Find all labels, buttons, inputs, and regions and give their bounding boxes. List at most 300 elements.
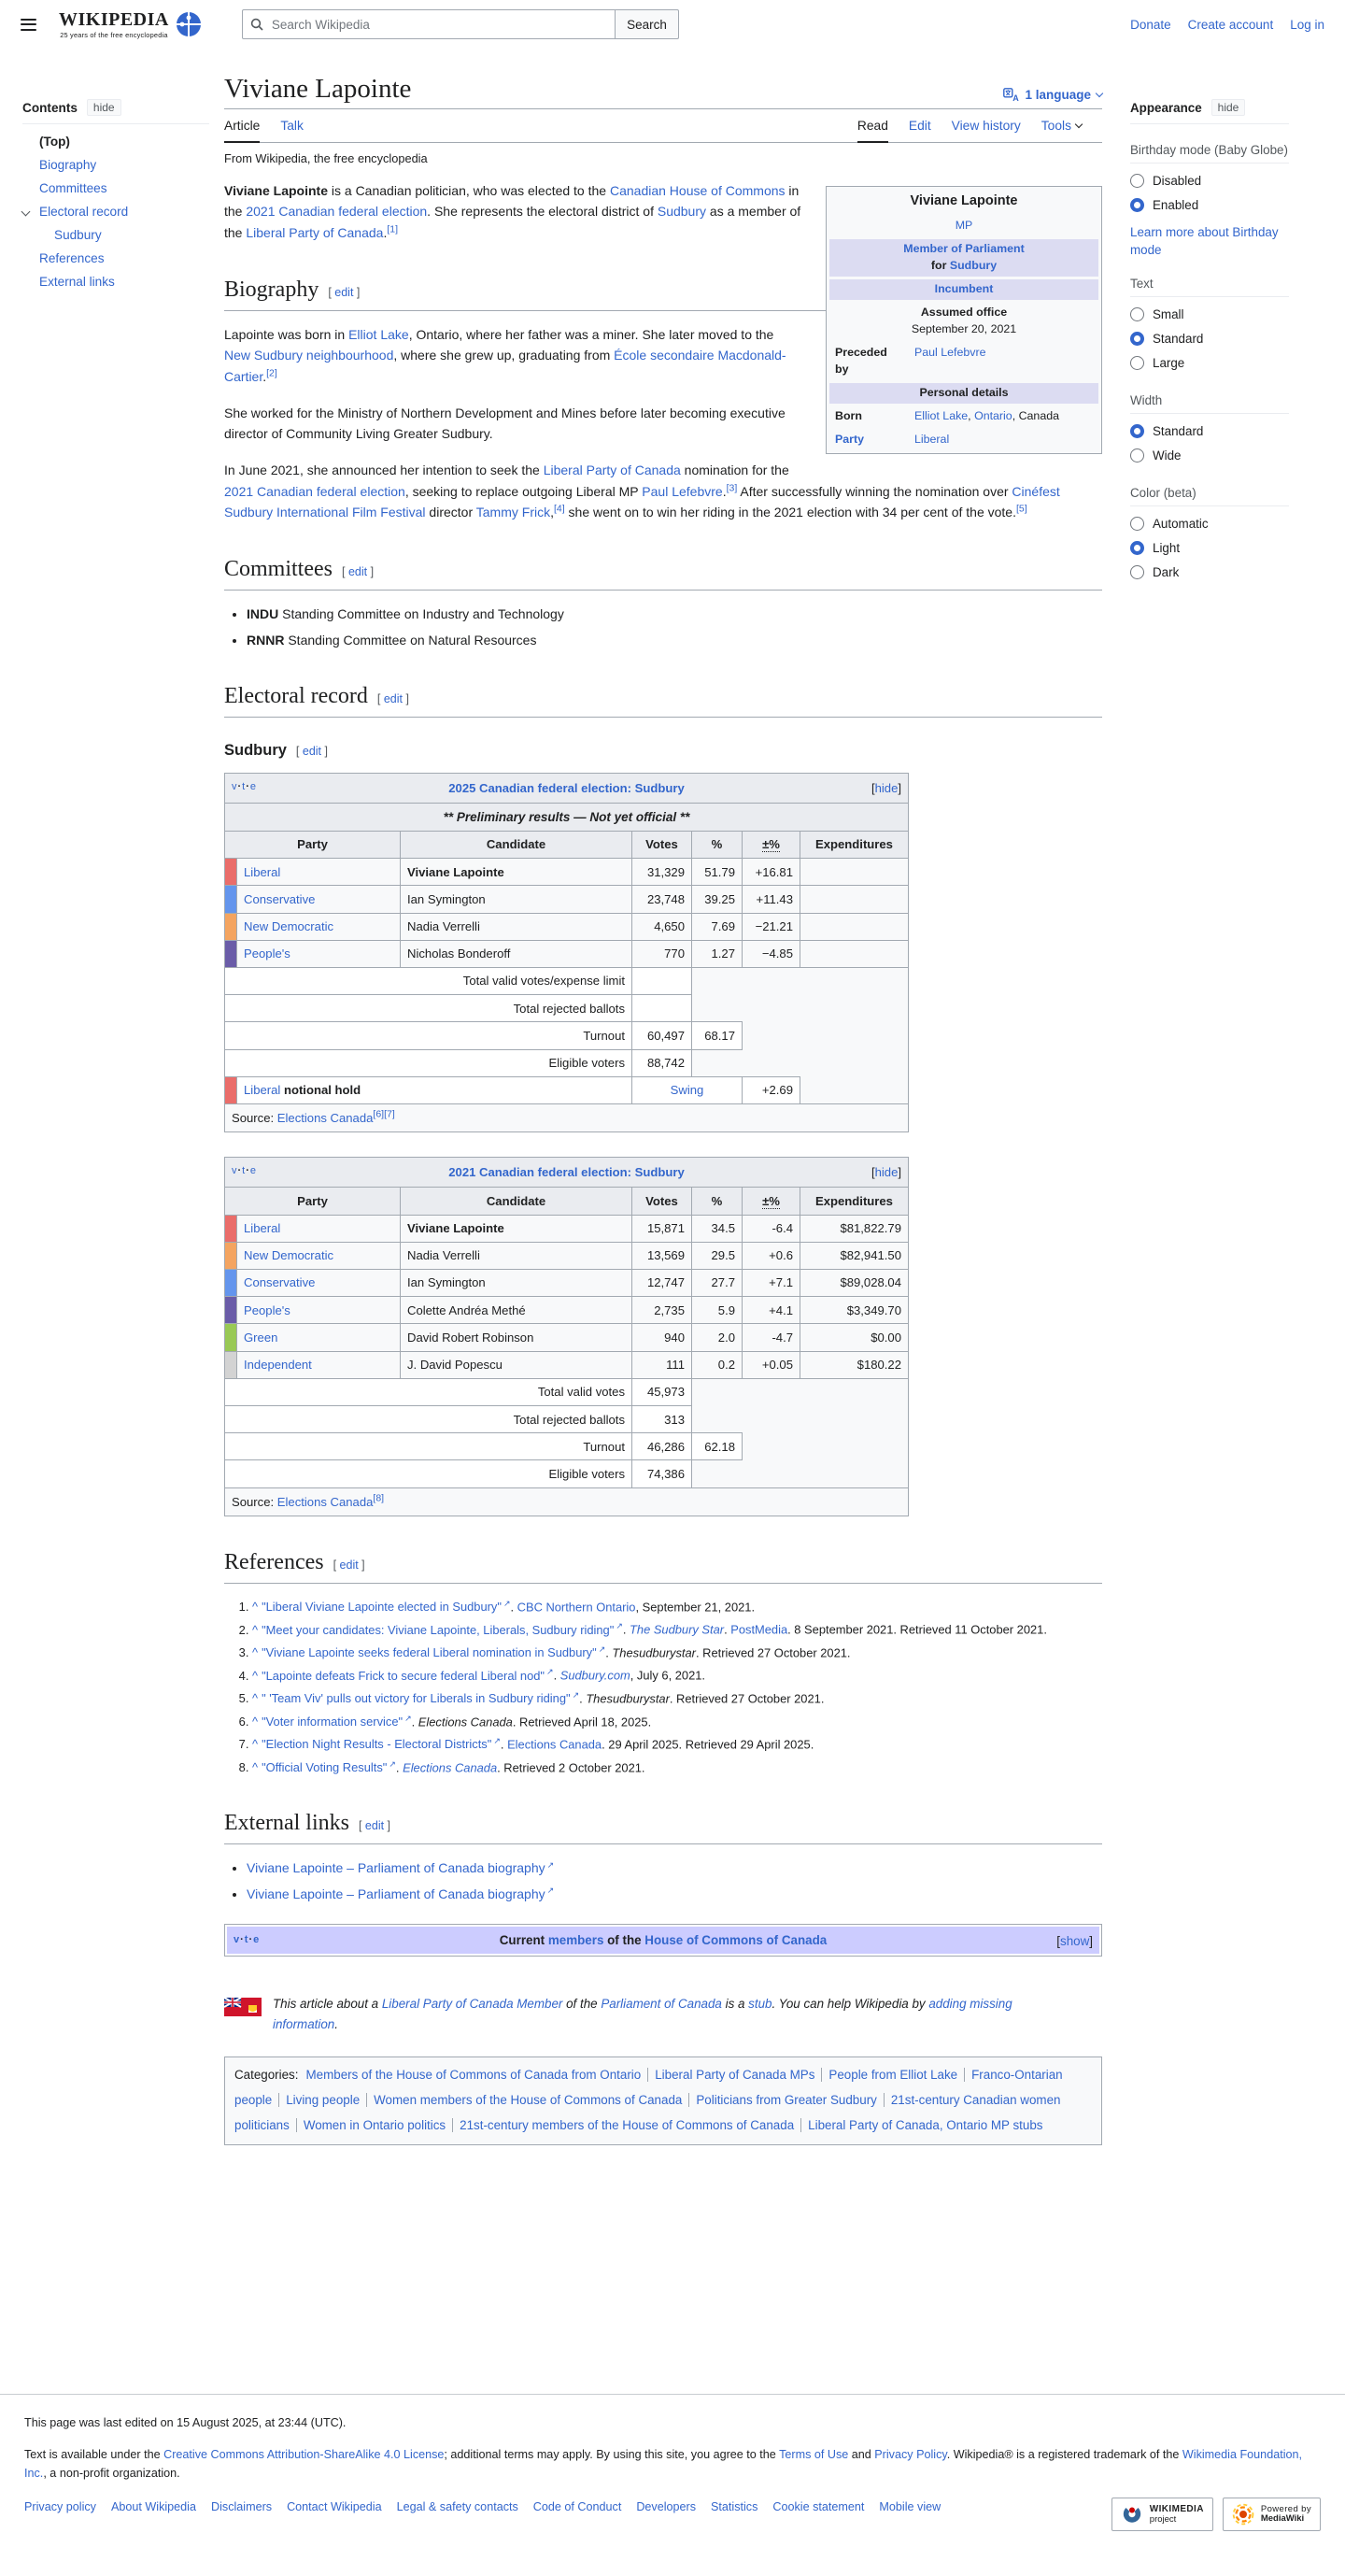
category-link[interactable]: 21st-century Canadian women politicians (234, 2092, 1061, 2132)
category-separator (688, 2093, 689, 2107)
external-link[interactable]: "Official Voting Results" ↗ (262, 1758, 396, 1775)
percent-cell: 5.9 (692, 1297, 743, 1324)
sidebar-item-references[interactable] (22, 247, 209, 270)
percent-cell: 27.7 (692, 1269, 743, 1296)
expenditures-cell: $180.22 (800, 1351, 909, 1378)
page-grid (0, 49, 1345, 2319)
infobox-honorific-link[interactable]: MP (955, 218, 973, 232)
edit-link[interactable]: edit (334, 285, 354, 299)
navbox-show-link[interactable]: show (1060, 1933, 1090, 1948)
percent-cell: 29.5 (692, 1242, 743, 1269)
infobox-name: Viviane Lapointe (910, 192, 1018, 208)
column-header-votes: Votes (632, 831, 692, 858)
footer-link-statistics[interactable]: Statistics (711, 2500, 758, 2514)
change-cell: +16.81 (743, 859, 800, 886)
table-filler (692, 1406, 909, 1433)
radio-unchecked-icon[interactable] (1130, 565, 1144, 579)
hold-label (237, 1076, 632, 1103)
table-filler (743, 1433, 909, 1460)
footer-link-disclaimers[interactable]: Disclaimers (211, 2500, 273, 2514)
radio-option-standard[interactable] (1130, 424, 1326, 438)
footer-link-contact-wikipedia[interactable]: Contact Wikipedia (287, 2500, 382, 2514)
sidebar-item-top[interactable] (22, 130, 209, 153)
site-subtitle: From Wikipedia, the free encyclopedia (224, 150, 428, 165)
edit-link[interactable]: edit (339, 1558, 359, 1572)
candidate-cell: Nadia Verrelli (401, 913, 632, 940)
table-filler (692, 995, 909, 1022)
appearance-group-label-text: Text (1130, 263, 1289, 297)
external-link[interactable]: " 'Team Viv' pulls out victory for Liberals in Sudbury riding" ↗ (262, 1690, 580, 1706)
radio-option-large[interactable] (1130, 356, 1326, 370)
table-title-cell (225, 773, 909, 803)
biography-paragraph-1: Lapointe was born in Elliot Lake, Ontario, where her father was a miner. She later moved to the New Sudbury neighbourhood, where she grew up, graduating from École secondaire Macdonald-Cartier.[2] (224, 326, 786, 385)
expenditures-cell: $3,349.70 (800, 1297, 909, 1324)
source-row (225, 1487, 909, 1516)
wiki-link[interactable]: Creative Commons Attribution-ShareAlike 4.0 License (163, 2448, 445, 2462)
search-button[interactable]: Search (616, 9, 679, 39)
radio-option-disabled[interactable] (1130, 174, 1326, 188)
party-color-swatch (225, 1297, 237, 1324)
party-link[interactable]: People's (244, 1302, 290, 1317)
column-header-party: Party (225, 1188, 401, 1215)
wiki-link[interactable]: Liberal Party of Canada Member (381, 1997, 563, 2012)
candidate-cell: Nadia Verrelli (401, 1242, 632, 1269)
expenditures-cell (800, 913, 909, 940)
tab-edit[interactable] (909, 109, 931, 142)
hide-link[interactable]: hide (874, 780, 899, 795)
vte-link-e[interactable]: e (253, 1933, 260, 1945)
external-link[interactable]: "Lapointe defeats Frick to secure federal Liberal nod" ↗ (262, 1667, 554, 1683)
translate-icon (1003, 88, 1019, 102)
external-link[interactable]: "Voter information service" ↗ (262, 1713, 412, 1729)
hold-text: notional hold (283, 1083, 361, 1098)
edit-link[interactable]: edit (364, 1819, 385, 1833)
external-link[interactable]: "Election Night Results - Electoral Districts" ↗ (262, 1736, 501, 1752)
edit-link[interactable]: edit (302, 745, 322, 759)
party-link[interactable]: People's (244, 946, 290, 961)
chevron-down-icon (1096, 90, 1103, 97)
wiki-link[interactable]: Cinéfest Sudbury International Film Festival (224, 483, 1060, 520)
wikimedia-badge[interactable] (1111, 2498, 1213, 2531)
vte-link-v[interactable]: v (232, 1165, 237, 1177)
backlink-caret[interactable]: ^ (252, 1691, 259, 1706)
footer-link-about-wikipedia[interactable]: About Wikipedia (110, 2500, 196, 2514)
table-filler (743, 1022, 909, 1049)
category-link[interactable]: People from Elliot Lake (828, 2068, 958, 2083)
tab-read[interactable] (857, 109, 888, 142)
column-header-row (225, 1188, 909, 1215)
external-link[interactable]: Viviane Lapointe – Parliament of Canada biography ↗ (247, 1859, 555, 1876)
category-separator (278, 2093, 279, 2107)
list-item: 4. ^ "Lapointe defeats Frick to secure federal Liberal nod" ↗. Sudbury.com, July 6, 2021. (252, 1665, 1102, 1686)
heading-electoral-record: Electoral record [ edit ] (224, 678, 1102, 718)
radio-checked-icon[interactable] (1130, 424, 1144, 438)
reference-marker (387, 223, 398, 235)
wiki-link[interactable]: 2021 Canadian federal election (246, 204, 428, 220)
infobox-office: Member of Parliament for Sudbury (829, 239, 1098, 277)
swing-link[interactable]: Swing (670, 1083, 704, 1098)
bold-text: RNNR (247, 632, 285, 648)
votes-cell: 13,569 (632, 1242, 692, 1269)
party-link[interactable]: Liberal (244, 1083, 281, 1098)
category-link[interactable]: Politicians from Greater Sudbury (696, 2092, 877, 2107)
radio-unchecked-icon[interactable] (1130, 174, 1144, 188)
radio-option-automatic[interactable] (1130, 517, 1326, 531)
heading-sudbury: Sudbury [ edit ] (224, 742, 328, 760)
infobox-preceded-label: Preceded by (835, 345, 887, 376)
vte-separator: · (246, 1165, 249, 1177)
infobox-born-value: Elliot Lake, Ontario, Canada (914, 408, 1059, 422)
reference-marker (266, 367, 277, 378)
category-link[interactable]: Women in Ontario politics (303, 2117, 446, 2132)
backlink-caret[interactable]: ^ (252, 1668, 259, 1683)
footer-link-code-of-conduct[interactable]: Code of Conduct (532, 2500, 622, 2514)
external-link-icon: ↗ (503, 1598, 511, 1608)
wiki-link[interactable]: Elections Canada (507, 1737, 602, 1752)
wiki-link[interactable]: PostMedia (730, 1622, 788, 1637)
radio-label: Standard (1153, 423, 1204, 438)
wiki-link[interactable]: Canadian House of Commons (609, 182, 786, 198)
footer-link-cookie-statement[interactable]: Cookie statement (772, 2500, 865, 2514)
wiki-link[interactable]: New Sudbury neighbourhood (224, 348, 394, 363)
party-link[interactable]: Liberal (244, 864, 281, 879)
sidebar-item-label: Biography (39, 158, 97, 172)
election-title-link[interactable]: 2025 Canadian federal election: Sudbury (448, 780, 685, 795)
top-header (0, 0, 1345, 49)
sidebar-item-committees[interactable] (22, 177, 209, 200)
infobox-party-link[interactable]: Liberal (914, 432, 950, 446)
radio-label: Standard (1153, 331, 1204, 346)
source-cell: Source: Elections Canada[8] (225, 1487, 909, 1516)
wiki-link[interactable]: The Sudbury Star (630, 1622, 725, 1637)
contents-hide-button[interactable]: hide (87, 99, 121, 116)
search-input[interactable] (270, 17, 607, 33)
votes-cell: 15,871 (632, 1215, 692, 1242)
candidate-row (225, 1297, 909, 1324)
category-link[interactable]: Living people (286, 2092, 361, 2107)
party-color-swatch (225, 1076, 237, 1103)
chevron-expand-icon[interactable] (21, 207, 31, 217)
references-list (224, 1597, 1102, 1778)
reference-link[interactable]: [8] (373, 1492, 385, 1504)
vte-link-e[interactable]: e (249, 780, 257, 792)
totals-percent: 68.17 (692, 1022, 743, 1049)
candidate-row (225, 1324, 909, 1351)
wiki-link[interactable]: Tammy Frick (475, 505, 551, 520)
totals-label: Total rejected ballots (225, 1406, 632, 1433)
committees-list (247, 604, 1102, 650)
vte-link-e[interactable]: e (249, 1165, 257, 1177)
category-link[interactable]: 21st-century members of the House of Commons of Canada (460, 2117, 795, 2132)
category-separator (366, 2093, 367, 2107)
totals-label: Eligible voters (225, 1460, 632, 1487)
totals-row (225, 1049, 909, 1076)
vte-link-t[interactable]: t (242, 1165, 246, 1177)
heading-committees: Committees [ edit ] (224, 551, 1102, 591)
intro-paragraph: Viviane Lapointe is a Canadian politician, who was elected to the Canadian House of Commons in the 2021 Canadian federal election. She represents the electoral district of Sudbury as a member of the Liberal Party of Canada.[1] (224, 182, 801, 241)
stub-notice (224, 1994, 1065, 2034)
navbox-title: Current members of the House of Commons of Canada (499, 1932, 828, 1947)
appearance-learn-more-link[interactable]: Learn more about Birthday mode (1130, 225, 1279, 258)
candidate-cell: J. David Popescu (401, 1351, 632, 1378)
wiki-link[interactable]: Privacy Policy (874, 2448, 947, 2462)
wiki-link[interactable]: Sudbury (657, 204, 707, 220)
edit-link[interactable]: edit (347, 565, 368, 579)
wiki-link[interactable]: House of Commons of Canada (644, 1932, 828, 1947)
party-link[interactable]: New Democratic (244, 1248, 334, 1263)
totals-row (225, 1460, 909, 1487)
navbox-house-of-commons: v·t·e Current members of the House of Commons of Canada [show] (224, 1924, 1102, 1957)
infobox-born-label: Born (835, 408, 862, 422)
wiki-link[interactable]: adding missing information (273, 1997, 1012, 2031)
wiki-link[interactable]: Member of Parliament (903, 241, 1025, 255)
change-cell: −4.85 (743, 940, 800, 967)
party-color-swatch (225, 859, 237, 886)
radio-option-light[interactable] (1130, 541, 1326, 555)
party-link[interactable]: Conservative (244, 891, 316, 906)
wiki-link[interactable]: École secondaire Macdonald-Cartier (224, 348, 786, 385)
tab-talk[interactable] (280, 109, 304, 142)
footer-link-legal-safety-contacts[interactable]: Legal & safety contacts (396, 2500, 518, 2514)
radio-label: Dark (1153, 564, 1180, 579)
radio-option-dark[interactable] (1130, 565, 1326, 579)
external-link-icon: ↗ (598, 1644, 606, 1654)
heading-biography: Biography [ edit ] (224, 272, 1102, 311)
party-cell (237, 1242, 401, 1269)
radio-unchecked-icon[interactable] (1130, 307, 1144, 321)
collapse-toggle[interactable]: [hide] (871, 780, 901, 795)
wiki-link[interactable]: CBC Northern Ontario (517, 1599, 636, 1614)
wikipedia-logo[interactable] (59, 10, 203, 38)
category-link[interactable]: Liberal Party of Canada MPs (655, 2068, 815, 2083)
appearance-hide-button[interactable]: hide (1211, 99, 1246, 116)
contents-sidebar (19, 58, 209, 293)
backlink-caret[interactable]: ^ (252, 1737, 259, 1752)
wiki-link[interactable]: Paul Lefebvre (642, 483, 723, 499)
column-header-: % (692, 1188, 743, 1215)
category-link[interactable]: Franco-Ontarian people (234, 2068, 1063, 2107)
wiki-link[interactable]: Liberal Party of Canada (543, 463, 681, 478)
main-menu-icon[interactable] (21, 19, 36, 31)
totals-votes: 74,386 (632, 1460, 692, 1487)
tab-label: Talk (280, 118, 304, 133)
wiki-link[interactable]: Elliot Lake (348, 326, 409, 342)
totals-votes: 88,742 (632, 1049, 692, 1076)
candidate-cell (401, 1215, 632, 1242)
backlink-caret[interactable]: ^ (252, 1622, 259, 1637)
radio-checked-icon[interactable] (1130, 541, 1144, 555)
edit-link[interactable]: edit (383, 692, 404, 706)
radio-option-enabled[interactable] (1130, 198, 1326, 212)
reference-link[interactable]: [4] (553, 503, 565, 515)
party-cell (237, 1269, 401, 1296)
wiki-link[interactable]: Elections Canada (276, 1110, 374, 1125)
swing-value: +2.69 (743, 1076, 800, 1103)
reference-link[interactable]: [6][7] (373, 1108, 395, 1120)
tab-label: Read (857, 118, 888, 133)
radio-unchecked-icon[interactable] (1130, 356, 1144, 370)
sidebar-item-sudbury[interactable] (22, 223, 209, 247)
list-item: 1. ^ "Liberal Viviane Lapointe elected in Sudbury" ↗. CBC Northern Ontario, September 21, 2021. (252, 1597, 1102, 1617)
party-link[interactable]: New Democratic (244, 919, 334, 934)
wiki-link[interactable]: Sudbury.com (559, 1668, 630, 1683)
party-color-swatch (225, 1242, 237, 1269)
tab-label: View history (951, 118, 1021, 133)
wiki-link[interactable]: Ontario (974, 408, 1012, 422)
external-link-icon: ↗ (404, 1713, 412, 1723)
totals-percent: 62.18 (692, 1433, 743, 1460)
wiki-link[interactable]: Elections Canada (403, 1760, 498, 1775)
footer-link-developers[interactable]: Developers (636, 2500, 697, 2514)
reference-link[interactable]: [2] (266, 367, 277, 379)
sidebar-item-label: Sudbury (54, 228, 102, 242)
radio-checked-icon[interactable] (1130, 198, 1144, 212)
column-header-votes: Votes (632, 1188, 692, 1215)
external-link[interactable]: "Liberal Viviane Lapointe elected in Sudbury" ↗ (262, 1598, 511, 1614)
change-cell: +4.1 (743, 1297, 800, 1324)
backlink-caret[interactable]: ^ (252, 1599, 259, 1614)
categories-box (224, 2057, 1102, 2144)
table-filler (692, 967, 909, 994)
chevron-down-icon (1075, 121, 1083, 128)
candidate-cell: David Robert Robinson (401, 1324, 632, 1351)
radio-checked-icon[interactable] (1130, 332, 1144, 346)
external-link[interactable]: Viviane Lapointe – Parliament of Canada biography ↗ (247, 1886, 555, 1901)
hide-link[interactable]: hide (874, 1165, 899, 1180)
table-title-row (225, 773, 909, 803)
footer-link-mobile-view[interactable]: Mobile view (879, 2500, 942, 2514)
candidate-cell: Nicholas Bonderoff (401, 940, 632, 967)
election-title-link[interactable]: 2021 Canadian federal election: Sudbury (448, 1165, 685, 1180)
reference-link[interactable]: [5] (1015, 503, 1027, 515)
vte-link-t[interactable]: t (242, 780, 246, 792)
tab-tools[interactable] (1041, 109, 1082, 142)
backlink-caret[interactable]: ^ (252, 1714, 259, 1729)
reference-marker (1016, 504, 1027, 515)
party-color-swatch (225, 1351, 237, 1378)
wiki-link[interactable]: Elections Canada (276, 1494, 374, 1509)
wiki-link[interactable]: Elliot Lake (914, 408, 969, 422)
radio-option-wide[interactable] (1130, 448, 1326, 463)
backlink-caret[interactable]: ^ (252, 1760, 259, 1775)
source-row (225, 1103, 909, 1131)
article-tabs (224, 109, 1102, 143)
top-link-create-account[interactable]: Create account (1187, 17, 1274, 32)
category-link[interactable]: Liberal Party of Canada, Ontario MP stubs (808, 2117, 1043, 2132)
top-link-donate[interactable]: Donate (1130, 17, 1171, 32)
mediawiki-badge[interactable] (1223, 2498, 1321, 2531)
wiki-link[interactable]: stub (748, 1997, 772, 2012)
infobox-party-label-link[interactable]: Party (835, 432, 864, 446)
radio-unchecked-icon[interactable] (1130, 517, 1144, 531)
table-filler (692, 1378, 909, 1405)
radio-option-small[interactable] (1130, 307, 1326, 321)
wiki-link[interactable]: Wikimedia Foundation, Inc. (24, 2448, 1303, 2481)
sidebar-item-electoral-record[interactable] (22, 200, 209, 223)
vte-links (232, 1163, 256, 1180)
reference-link[interactable]: [1] (387, 223, 399, 235)
column-header- (743, 1188, 800, 1215)
wiki-link[interactable]: Liberal Party of Canada (246, 225, 384, 241)
party-cell (237, 1297, 401, 1324)
vte-links (232, 779, 256, 796)
list-item: • RNNR Standing Committee on Natural Resources (247, 630, 1102, 651)
footer-link-privacy-policy[interactable]: Privacy policy (24, 2500, 96, 2514)
totals-row (225, 1378, 909, 1405)
candidate-row (225, 886, 909, 913)
category-link[interactable]: Women members of the House of Commons of Canada (374, 2092, 683, 2107)
totals-votes (632, 967, 692, 994)
column-header-party: Party (225, 831, 401, 858)
search-icon (250, 18, 263, 31)
wiki-link[interactable]: 2021 Canadian federal election (224, 483, 405, 499)
party-color-swatch (225, 886, 237, 913)
top-link-log-in[interactable]: Log in (1290, 17, 1324, 32)
party-link[interactable]: Conservative (244, 1275, 316, 1290)
category-separator (800, 2118, 801, 2132)
infobox-incumbent-link[interactable]: Incumbent (934, 281, 994, 295)
party-cell (237, 913, 401, 940)
vte-link-t[interactable]: t (244, 1933, 248, 1945)
badge-text: MediaWiki (1260, 2513, 1305, 2525)
sidebar-item-external-links[interactable] (22, 270, 209, 293)
totals-votes: 46,286 (632, 1433, 692, 1460)
radio-unchecked-icon[interactable] (1130, 448, 1144, 463)
party-cell (237, 859, 401, 886)
expenditures-cell: $82,941.50 (800, 1242, 909, 1269)
external-link[interactable]: "Viviane Lapointe seeks federal Liberal nomination in Sudbury" ↗ (262, 1644, 606, 1660)
vte-link-v[interactable]: v (234, 1933, 240, 1945)
backlink-caret[interactable]: ^ (252, 1645, 259, 1660)
external-link[interactable]: "Meet your candidates: Viviane Lapointe, Liberals, Sudbury riding" ↗ (262, 1621, 623, 1637)
list-item: • INDU Standing Committee on Industry and Technology (247, 604, 1102, 625)
column-header-candidate: Candidate (401, 831, 632, 858)
contents-title: Contents (22, 100, 78, 115)
tab-label: Tools (1041, 118, 1071, 133)
party-link[interactable]: Green (244, 1330, 278, 1345)
wiki-link[interactable]: members (547, 1932, 604, 1947)
sidebar-item-biography[interactable] (22, 153, 209, 177)
party-link[interactable]: Liberal (244, 1221, 281, 1236)
party-color-swatch (225, 913, 237, 940)
wiki-link[interactable]: Terms of Use (779, 2448, 849, 2462)
party-color-swatch (225, 1269, 237, 1296)
vte-link-v[interactable]: v (232, 780, 237, 792)
wiki-link[interactable]: Sudbury (949, 258, 998, 272)
infobox-preceded-link[interactable]: Paul Lefebvre (914, 345, 986, 359)
votes-cell: 31,329 (632, 859, 692, 886)
reference-link[interactable]: [3] (726, 482, 738, 494)
totals-votes: 45,973 (632, 1378, 692, 1405)
column-header-: % (692, 831, 743, 858)
table-title-cell (225, 1158, 909, 1188)
italic-text: Thesudburystar (586, 1691, 670, 1706)
external-link-icon: ↗ (493, 1736, 501, 1746)
wiki-link[interactable]: Parliament of Canada (601, 1997, 722, 2012)
collapse-toggle[interactable]: [hide] (871, 1165, 901, 1180)
radio-option-standard[interactable] (1130, 332, 1326, 346)
reference-marker (727, 482, 738, 493)
language-selector[interactable] (1003, 88, 1102, 106)
tab-view-history[interactable] (952, 109, 1021, 142)
party-link[interactable]: Independent (244, 1358, 312, 1373)
candidate-row (225, 859, 909, 886)
tab-article[interactable] (224, 109, 260, 142)
category-link[interactable]: Members of the House of Commons of Canada from Ontario (305, 2068, 642, 2083)
votes-cell: 23,748 (632, 886, 692, 913)
percent-cell: 0.2 (692, 1351, 743, 1378)
candidate-row (225, 1242, 909, 1269)
